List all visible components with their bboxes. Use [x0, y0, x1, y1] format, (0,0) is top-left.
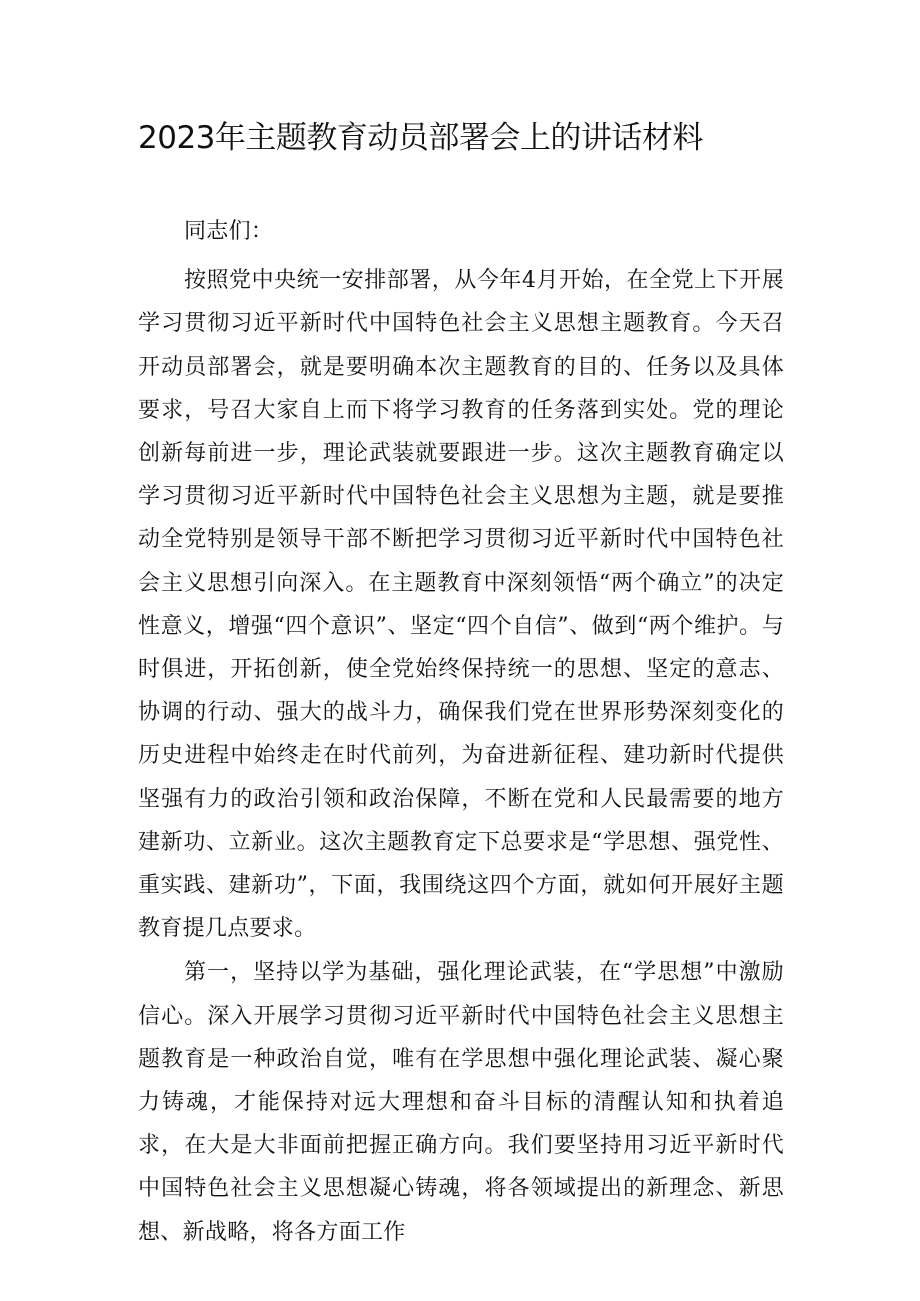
document-title: 2023年主题教育动员部署会上的讲话材料	[138, 120, 703, 156]
paragraph-intro: 按照党中央统一安排部署，从今年4月开始，在全党上下开展学习贯彻习近平新时代中国特色社会主义思想主题教育。今天召开动员部署会，就是要明确本次主题教育的目的、任务以及具体要求，号召大家自上而下将学习教育的任务落到实处。党的理论创新每前进一步，理论武装就要跟进一步。这次主题教育确定以学习贯彻习近平新时代中国特色社会主义思想为主题，就是要推动全党特别是领导干部不断把学习贯彻习近平新时代中国特色社会主义思想引向深入。在主题教育中深刻领悟“两个确立”的决定性意义，增强“四个意识”、坚定“四个自信”、做到“两个维护。与时俱进，开拓创新，使全党始终保持统一的思想、坚定的意志、协调的行动、强大的战斗力，确保我们党在世界形势深刻变化的历史进程中始终走在时代前列，为奋进新征程、建功新时代提供坚强有力的政治引领和政治保障，不断在党和人民最需要的地方建新功、立新业。这次主题教育定下总要求是“学思想、强党性、重实践、建新功”，下面，我围绕这四个方面，就如何开展好主题教育提几点要求。	[138, 268, 784, 942]
salutation: 同志们：	[184, 219, 274, 244]
paragraph-first-point: 第一，坚持以学为基础，强化理论武装，在“学思想”中激励信心。深入开展学习贯彻习近平新时代中国特色社会主义思想主题教育是一种政治自觉，唯有在学思想中强化理论武装、凝心聚力铸魂，才能保持对远大理想和奋斗目标的清醒认知和执着追求，在大是大非面前把握正确方向。我们要坚持用习近平新时代中国特色社会主义思想凝心铸魂，将各领域提出的新理念、新思想、新战略，将各方面工作	[138, 960, 784, 1245]
document-body	[138, 210, 784, 1255]
